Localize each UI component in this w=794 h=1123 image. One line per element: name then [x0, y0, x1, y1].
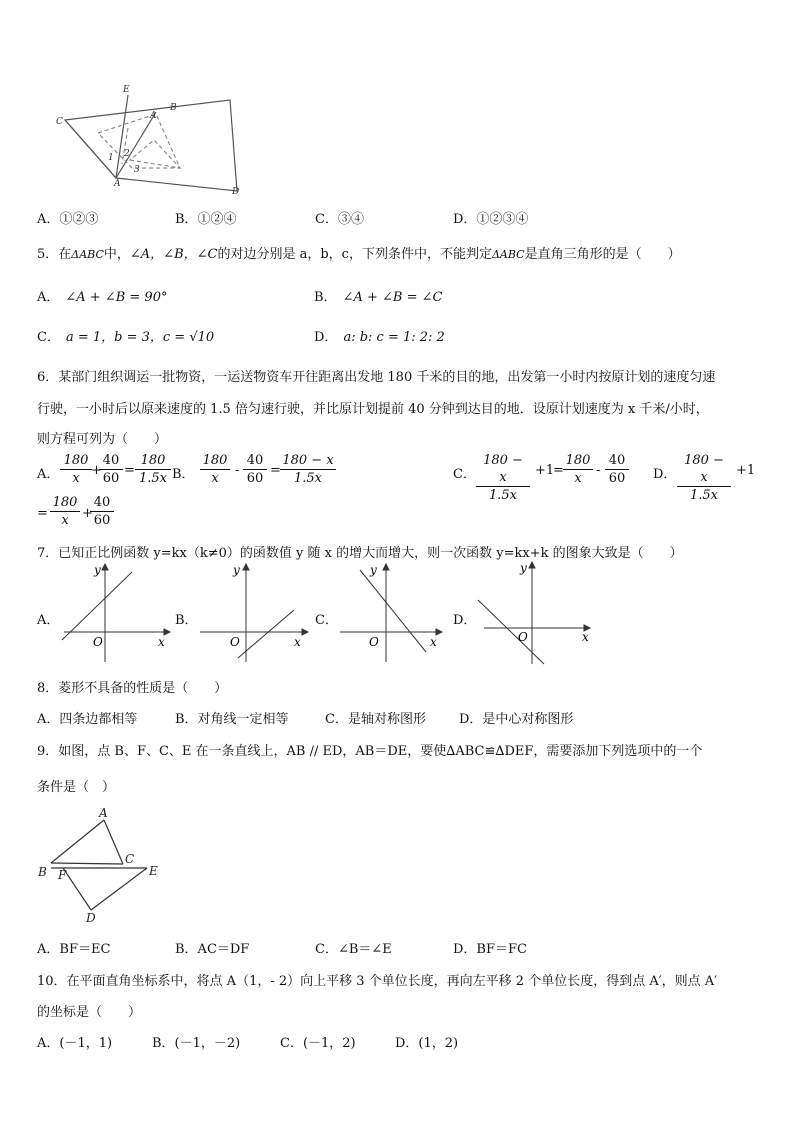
q5-option-c-text: a = 1，b = 3，c = √10	[65, 330, 215, 345]
q5-stem-b: 中，	[103, 247, 130, 262]
q9-geometry-figure	[35, 805, 170, 925]
q5-option-a[interactable]	[37, 286, 167, 305]
q4-label-a: A	[114, 179, 121, 189]
q5-option-d-text: a: b: c = 1: 2: 2	[343, 330, 445, 345]
q5-stem-c: 的对边分别是 a，b，c，下列条件中，不能判定	[217, 247, 492, 262]
q6-b-frac2: $\frac{40}{60}$	[243, 452, 267, 487]
q5-option-b-label: B．	[314, 290, 337, 305]
q6-a-plus: +	[91, 463, 102, 478]
q5-angles: ∠A，∠B，∠C	[129, 247, 218, 262]
q7-option-b-label[interactable]: B．	[175, 613, 198, 628]
q5-stem-a: 5．在	[37, 247, 72, 262]
q10-option-c[interactable]: C．(－1，2)	[280, 1036, 356, 1051]
q9-label-f: F	[58, 868, 67, 882]
q5-option-d[interactable]	[314, 326, 445, 345]
q9-label-e: E	[149, 864, 158, 878]
q6-stem-line1: 6．某部门组织调运一批物资，一运送物资车开往距离出发地 180 千米的目的地，出发第一小时内按原计划的速度匀速	[37, 370, 716, 385]
q5-option-b-text: ∠A + ∠B = ∠C	[342, 290, 443, 305]
q4-label-1: 1	[108, 153, 114, 163]
q6-d-label: D．	[653, 467, 677, 482]
q4-label-e: E	[123, 85, 130, 95]
q6-c-eq: =	[553, 463, 564, 478]
q7-stem: 7．已知正比例函数 y=kx（k≠0）的函数值 y 随 x 的增大而增大，则一次函数 y=kx+k 的图象大致是（ ）	[37, 546, 683, 561]
q6-b-label: B．	[172, 467, 195, 482]
q4-option-d[interactable]: D．①②③④	[453, 212, 529, 227]
q7-option-a-label[interactable]: A．	[37, 613, 60, 628]
q7-d-x: x	[582, 630, 589, 644]
q6-a-eq: =	[124, 463, 135, 478]
q6-d-plus: +	[82, 506, 93, 521]
q6-c-frac3: $\frac{40}{60}$	[605, 452, 629, 487]
q4-label-c: C	[56, 117, 63, 127]
q6-d-eq: =	[37, 506, 48, 521]
q4-label-d: D	[232, 187, 240, 197]
q6-a-frac3: $\frac{180}{1.5x}$	[135, 452, 171, 487]
q6-b-eq: =	[270, 463, 281, 478]
q6-b-frac3: $\frac{180 - x}{1.5x}$	[280, 452, 336, 487]
q6-c-frac2: $\frac{180}{x}$	[563, 452, 593, 487]
q9-option-a[interactable]: A．BF＝EC	[37, 942, 111, 957]
q9-option-c[interactable]: C．∠B＝∠E	[315, 942, 392, 957]
q4-label-a-top: A	[150, 111, 157, 121]
q6-d-frac1: $\frac{180 - x}{1.5x}$	[677, 452, 731, 504]
q10-option-d[interactable]: D．(1，2)	[395, 1036, 459, 1051]
q10-stem-line2: 的坐标是（ ）	[37, 1005, 142, 1020]
q7-a-origin: O	[93, 635, 103, 649]
q5-option-c[interactable]	[37, 326, 214, 345]
q9-stem-line1: 9．如图，点 B、F、C、E 在一条直线上，AB // ED，AB＝DE，要使∆ABC≌∆DEF，需要添加下列选项中的一个	[37, 744, 703, 759]
q6-a-label: A．	[37, 467, 60, 482]
q5-option-a-text: ∠A + ∠B = 90°	[65, 290, 168, 305]
q6-d-plus1: +1	[736, 463, 756, 478]
q7-a-y: y	[94, 563, 101, 577]
q10-option-a[interactable]: A．(－1，1)	[37, 1036, 113, 1051]
q6-b-minus: -	[235, 463, 240, 478]
q7-b-x: x	[294, 635, 301, 649]
q5-triangle-2: ΔABC	[491, 248, 525, 261]
q7-graph-c[interactable]	[338, 562, 448, 667]
q9-option-d[interactable]: D．BF＝FC	[453, 942, 527, 957]
q8-option-d[interactable]: D．是中心对称图形	[459, 712, 574, 727]
q7-graph-d[interactable]	[478, 560, 593, 668]
q6-c-frac1: $\frac{180 - x}{1.5x}$	[476, 452, 530, 504]
q4-option-a[interactable]: A．①②③	[37, 212, 99, 227]
q7-a-x: x	[158, 635, 165, 649]
q6-a-frac1: $\frac{180}{x}$	[60, 452, 92, 487]
q5-stem-d: 是直角三角形的是（ ）	[524, 247, 681, 262]
q8-stem: 8．菱形不具备的性质是（ ）	[37, 681, 228, 696]
q7-d-origin: O	[518, 630, 528, 644]
q5-option-a-label: A．	[37, 290, 60, 305]
q4-geometry-figure	[50, 80, 250, 195]
q9-label-d: D	[86, 911, 96, 925]
q6-d-frac3: $\frac{40}{60}$	[90, 494, 114, 529]
q5-option-b[interactable]	[314, 286, 442, 305]
q4-option-c[interactable]: C．③④	[315, 212, 364, 227]
q5-stem	[37, 243, 681, 262]
q8-option-c[interactable]: C．是轴对称图形	[325, 712, 426, 727]
q7-option-d-label[interactable]: D．	[453, 613, 477, 628]
q7-b-y: y	[233, 563, 240, 577]
q5-option-c-label: C．	[37, 330, 60, 345]
q5-option-d-label: D．	[314, 330, 338, 345]
q7-c-origin: O	[369, 635, 379, 649]
q9-label-c: C	[125, 852, 135, 866]
q7-d-y: y	[520, 561, 527, 575]
q6-d-frac2: $\frac{180}{x}$	[50, 494, 80, 529]
q6-stem-line2: 行驶，一小时后以原来速度的 1.5 倍匀速行驶，并比原计划提前 40 分钟到达目的地．设原计划速度为 x 千米/小时，	[37, 402, 709, 417]
q7-graph-b[interactable]	[198, 562, 308, 667]
q9-option-b[interactable]: B．AC＝DF	[175, 942, 250, 957]
q10-option-b[interactable]: B．(－1，－2)	[152, 1036, 241, 1051]
q6-stem-line3: 则方程可列为（ ）	[37, 432, 168, 447]
q7-b-origin: O	[230, 635, 240, 649]
q4-label-2: 2	[124, 149, 130, 159]
q6-c-plus1: +1	[535, 463, 555, 478]
q10-stem-line1: 10．在平面直角坐标系中，将点 A（1，- 2）向上平移 3 个单位长度，再向左平移 2 个单位长度，得到点 A′，则点 A′	[37, 974, 718, 989]
q4-label-3: 3	[134, 165, 140, 175]
q7-graph-a[interactable]	[60, 562, 170, 667]
q8-option-a[interactable]: A．四条边都相等	[37, 712, 138, 727]
q6-c-label: C．	[453, 467, 476, 482]
q9-label-a: A	[99, 806, 108, 820]
q8-option-b[interactable]: B．对角线一定相等	[175, 712, 289, 727]
q6-a-frac2: $\frac{40}{60}$	[99, 452, 123, 487]
q7-c-y: y	[370, 563, 377, 577]
q9-stem-line2: 条件是（ ）	[37, 780, 116, 795]
q9-label-b: B	[38, 865, 47, 879]
q7-c-x: x	[430, 635, 437, 649]
q5-triangle-1: ΔABC	[71, 248, 104, 261]
q4-option-b[interactable]: B．①②④	[175, 212, 237, 227]
q6-b-frac1: $\frac{180}{x}$	[200, 452, 230, 487]
q4-label-b: B	[170, 103, 177, 113]
q6-c-minus: -	[596, 463, 601, 478]
q7-option-c-label[interactable]: C．	[315, 613, 338, 628]
